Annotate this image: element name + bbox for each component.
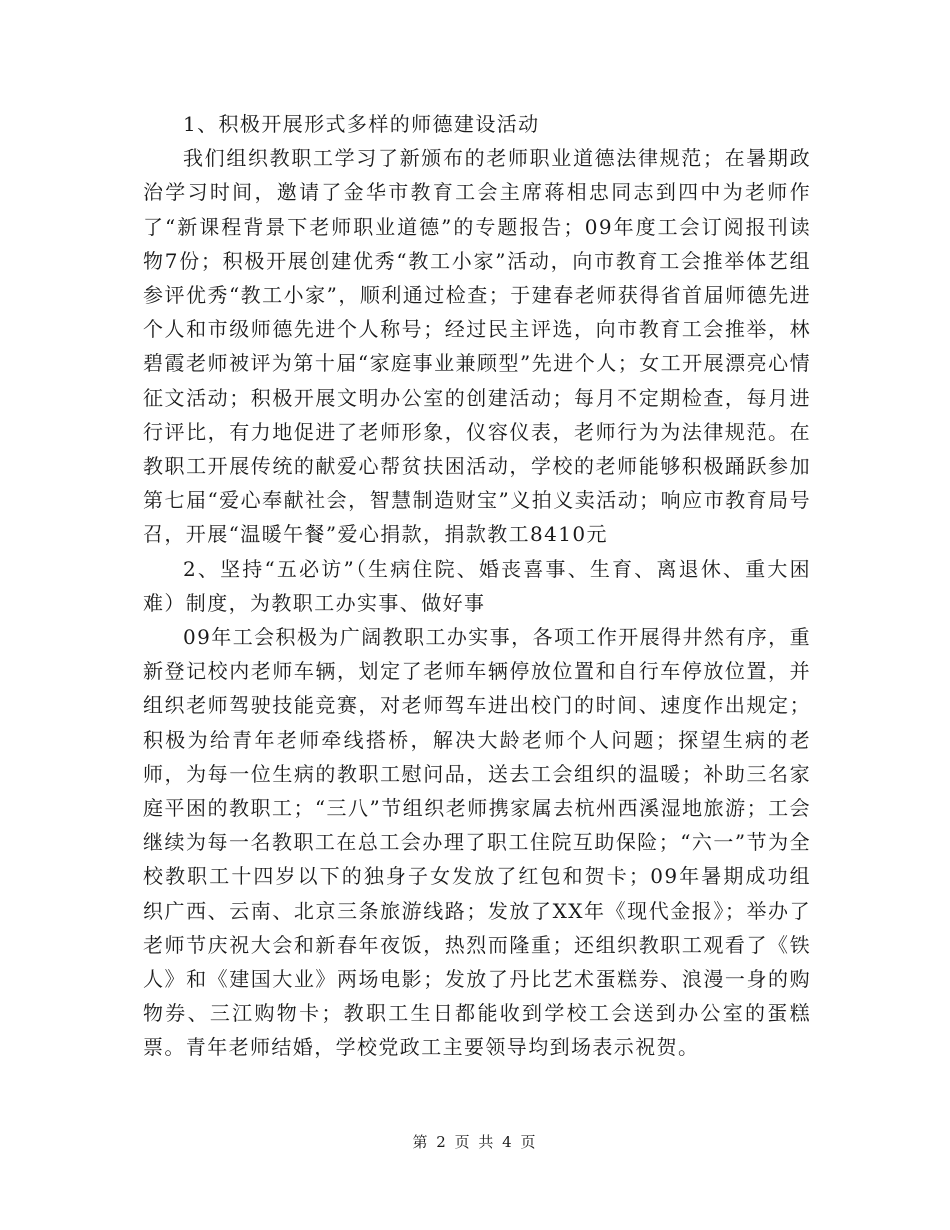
section-heading-1: 1、积极开展形式多样的师德建设活动 [183,112,540,136]
section-heading-2: 2、坚持“五必访”（生病住院、婚丧喜事、生育、离退休、重大困难）制度，为教职工办实事、做好事 [143,556,811,615]
paragraph-1: 我们组织教职工学习了新颁布的老师职业道德法律规范；在暑期政治学习时间，邀请了金华市教育工会主席蒋相忠同志到四中为老师作了“新课程背景下老师职业道德”的专题报告；09年度工会订阅报刊读物7份；积极开展创建优秀“教工小家”活动，向市教育工会推举体艺组参评优秀“教工小家”，顺利通过检查；于建春老师获得省首届师德先进个人和市级师德先进个人称号；经过民主评选，向市教育工会推举，林碧霞老师被评为第十届“家庭事业兼顾型”先进个人；女工开展漂亮心情征文活动；积极开展文明办公室的创建活动；每月不定期检查，每月进行评比，有力地促进了老师形象，仪容仪表，老师行为为法律规范。在教职工开展传统的献爱心帮贫扶困活动，学校的老师能够积极踊跃参加第七届“爱心奉献社会，智慧制造财宝”义拍义卖活动；响应市教育局号召，开展“温暖午餐”爱心捐款，捐款教工8410元 [143,146,811,547]
paragraph-2: 09年工会积极为广阔教职工办实事，各项工作开展得井然有序，重新登记校内老师车辆，划定了老师车辆停放位置和自行车停放位置，并组织老师驾驶技能竞赛，对老师驾车进出校门的时间、速度作出规定；积极为给青年老师牵线搭桥，解决大龄老师个人问题；探望生病的老师，为每一位生病的教职工慰问品，送去工会组织的温暖；补助三名家庭平困的教职工；“三八”节组织老师携家属去杭州西溪湿地旅游；工会继续为每一名教职工在总工会办理了职工住院互助保险；“六一”节为全校教职工十四岁以下的独身子女发放了红包和贺卡；09年暑期成功组织广西、云南、北京三条旅游线路；发放了XX年《现代金报》；举办了老师节庆祝大会和新春年夜饭，热烈而隆重；还组织教职工观看了《铁人》和《建国大业》两场电影；发放了丹比艺术蛋糕券、浪漫一身的购物券、三江购物卡；教职工生日都能收到学校工会送到办公室的蛋糕票。青年老师结婚，学校党政工主要领导均到场表示祝贺。 [143,625,811,1060]
page-footer: 第 2 页 共 4 页 [412,1133,538,1151]
document-body [143,107,811,1065]
